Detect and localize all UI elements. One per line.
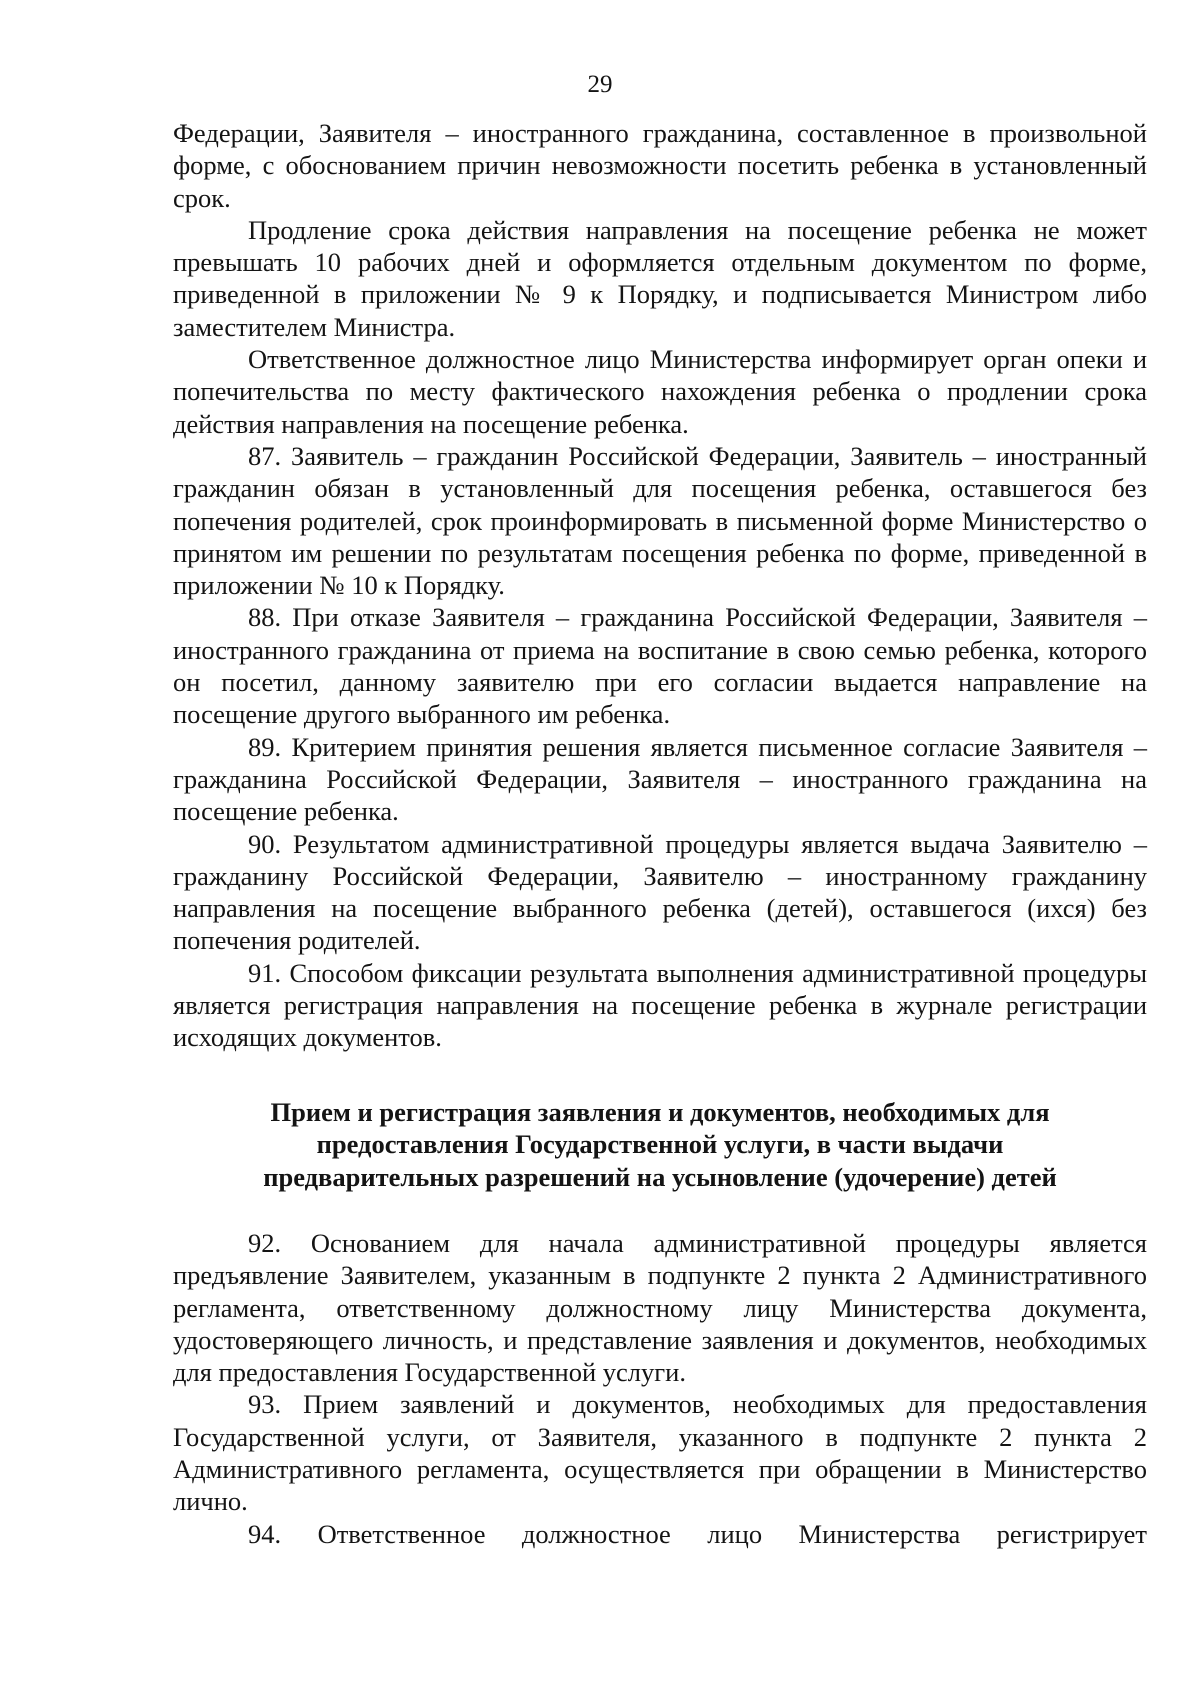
section-heading-line: Прием и регистрация заявления и документов, необходимых для (270, 1097, 1050, 1127)
paragraph-item-91: 91. Способом фиксации результата выполнения административной процедуры является регистрация направления на посещение ребенка в журнале регистрации исходящих документов. (173, 957, 1147, 1053)
paragraph-item-94: 94. Ответственное должностное лицо Министерства регистрирует (248, 1518, 1147, 1549)
paragraph-item-93: 93. Прием заявлений и документов, необходимых для предоставления Государственной услуги, от Заявителя, указанного в подпункте 2 пункта 2 Административного регламента, осуществляется при обращении в Министерство лично. (173, 1389, 1147, 1517)
paragraph-item-90: 90. Результатом административной процедуры является выдача Заявителю – гражданину Российской Федерации, Заявителю – иностранному гражданину направления на посещение выбранного ребенка (детей), оставшегося (ихся) без попечения родителей. (173, 828, 1147, 956)
body-text-top (173, 117, 1147, 1054)
paragraph-item-89: 89. Критерием принятия решения является письменное согласие Заявителя – гражданина Российской Федерации, Заявителя – иностранного гражданина на посещение ребенка. (173, 731, 1147, 827)
section-heading (173, 1096, 1147, 1193)
page-number: 29 (587, 71, 613, 98)
paragraph-item-88: 88. При отказе Заявителя – гражданина Российской Федерации, Заявителя – иностранного гражданина от приема на воспитание в свою семью ребенка, которого он посетил, данному заявителю при его согласии выдается направление на посещение другого выбранного им ребенка. (173, 602, 1147, 730)
body-text-bottom (173, 1227, 1147, 1550)
paragraph-continuation: Федерации, Заявителя – иностранного гражданина, составленное в произвольной форме, с обоснованием причин невозможности посетить ребенка в установленный срок. (173, 118, 1147, 213)
paragraph-item-87: 87. Заявитель – гражданин Российской Федерации, Заявитель – иностранный гражданин обязан в установленный для посещения ребенка, оставшегося без попечения родителей, срок проинформировать в письменной форме Министерство о принятом им решении по результатам посещения ребенка по форме, приведенной в приложении № 10 к Порядку. (173, 440, 1147, 601)
paragraph-extension-term: Продление срока действия направления на посещение ребенка не может превышать 10 рабочих дней и оформляется отдельным документом по форме, приведенной в приложении № 9 к Порядку, и подписывается Министром либо заместителем Министра. (173, 214, 1147, 342)
paragraph-item-92: 92. Основанием для начала административной процедуры является предъявление Заявителем, указанным в подпункте 2 пункта 2 Административного регламента, ответственному должностному лицу Министерства документа, удостоверяющего личность, и представление заявления и документов, необходимых для предоставления Государственной услуги. (173, 1228, 1147, 1388)
section-heading-line: предварительных разрешений на усыновление (удочерение) детей (263, 1161, 1057, 1192)
paragraph-guardianship-notice: Ответственное должностное лицо Министерства информирует орган опеки и попечительства по месту фактического нахождения ребенка о продлении срока действия направления на посещение ребенка. (173, 344, 1147, 439)
section-heading-line: предоставления Государственной услуги, в части выдачи (316, 1129, 1004, 1160)
